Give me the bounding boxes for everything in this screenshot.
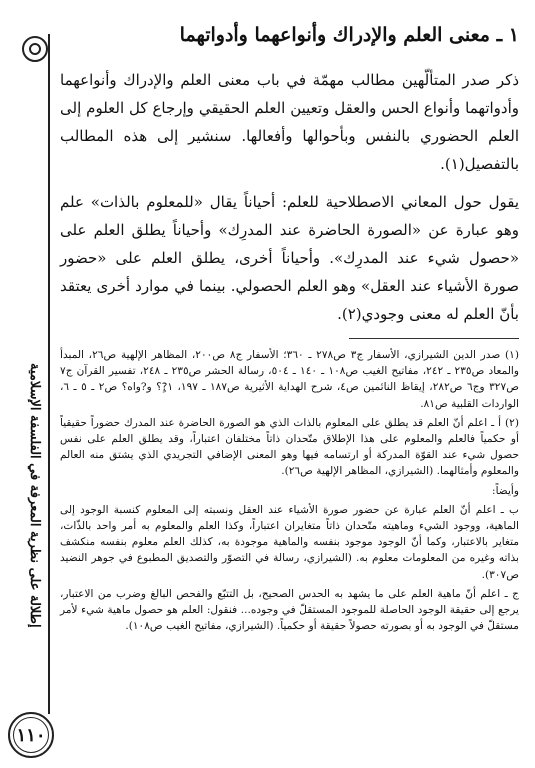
page-content <box>60 20 519 756</box>
body-paragraph: ذكر صدر المتألّهين مطالب مهمّة في باب معنى العلم والإدراك وأنواعهما وأدواتهما وأنواع الحس والعقل وتعيين العلم الحقيقي وإرجاع كل العلوم إلى العلم الحضوري بالنفس وبأحوالها وأفعالها. سنشير إلى هذه المطالب بالتفصيل(١). <box>60 71 519 173</box>
footnote-divider <box>349 338 519 339</box>
footnote: وأيضاً: <box>492 484 519 497</box>
section-title: ١ ـ معنى العلم والإدراك وأنواعهما وأدواتهما <box>179 24 519 46</box>
page-number: ١١٠ <box>16 724 46 746</box>
footnote: (٢) أ ـ اعلم أنّ العلم قد يطلق على المعلوم بالذات الذي هو الصورة الحاضرة عند المدرك حضوراً حقيقياً أو حكمياً فالعلم والمعلوم على هذا الإطلاق متّحدان ذاتاً مختلفان اعتباراً، وقد يطلق العلم على نفس حصول شيء عند القوّة المدركة أو ارتسامه فيها وهو المعنى الإضافي التجريدي الذي يشتق منه العالم والمعلوم وأمثالهما. (الشيرازي، المظاهر الإلهية ص٢٦). <box>60 416 519 478</box>
body-paragraph: يقول حول المعاني الاصطلاحية للعلم: أحياناً يقال «للمعلوم بالذات» علم وهو عبارة عن «الصورة الحاضرة عند المدرِك» وأحياناً يطلق العلم على «حصول شيء عند المدرِك». وأحياناً أخرى، يطلق العلم على «حضور صورة الأشياء عند العقل» وهو العلم الحصولي. بينما في موارد أخرى يعتقد بأنّ العلم له معنى وجودي(٢). <box>60 193 519 323</box>
page-number-badge <box>8 712 54 758</box>
running-head-strip <box>16 34 50 714</box>
footnote: ج ـ اعلم أنّ ماهية العلم على ما يشهد به الحدس الصحيح، بل التتبّع والفحص البالغ وضرب من الاعتبار، يرجع إلى حقيقة الوجود الحاصلة للموجود المستقلّ في وجوده... فنقول: العلم هو حصول ماهية شيء لأمر مستقلّ في الوجود به أو بصورته حصولاً حقيقة أو حكمياً. (الشيرازي، مفاتيح الغيب ص١٠٨). <box>60 587 519 633</box>
strip-rule <box>48 34 50 714</box>
footnote: (١) صدر الدين الشيرازي، الأسفار ج٣ ص٢٧٨ ـ ٣٦٠؛ الأسفار ج٨ ص٢٠٠، المظاهر الإلهية ص٢٦، المبدأ والمعاد ص٢٣٥ ـ ٢٤٢، مفاتيح الغيب ص١٠٨ ـ ١٤٠ ـ ٥٠٤، رسالة الحشر ص٢٣٥ ـ ٢٤٨، تفسير القرآن ج٧ ص٣٢٧ وج٦ ص٢٨٢، إيقاظ النائمين ص٤، شرح الهداية الأثيرية ص١٨٧ ـ ١٩٧، ١?ٍ؟ و?واه؟ ص٢ ـ ٥ ـ ٦، الواردات القلبية ص٨١. <box>60 349 519 410</box>
running-head: إطلالة على نظرية المعرفة في الفلسفة الإسلامية <box>27 363 42 628</box>
footnote: ب ـ اعلم أنّ العلم عبارة عن حضور صورة الأشياء عند العقل ونسبته إلى المعلوم كنسبة الوجود إلى الماهية، ووجود الشيء وماهيته متّحدان ذاتاً متغايران اعتباراً، وكذا العلم والمعلوم به أمر واحد بالذّات، متغاير بالاعتبار، وكما أنّ الوجود موجود بنفسه والماهية موجودة به، كذلك العلم معلوم بنفسه منكشف بذاته وغيره من المعلومات معلوم به. (الشيرازي، رسالة في التصوّر والتصديق المطبوع في جوهر النضيد ص٣٠٧). <box>60 503 519 581</box>
